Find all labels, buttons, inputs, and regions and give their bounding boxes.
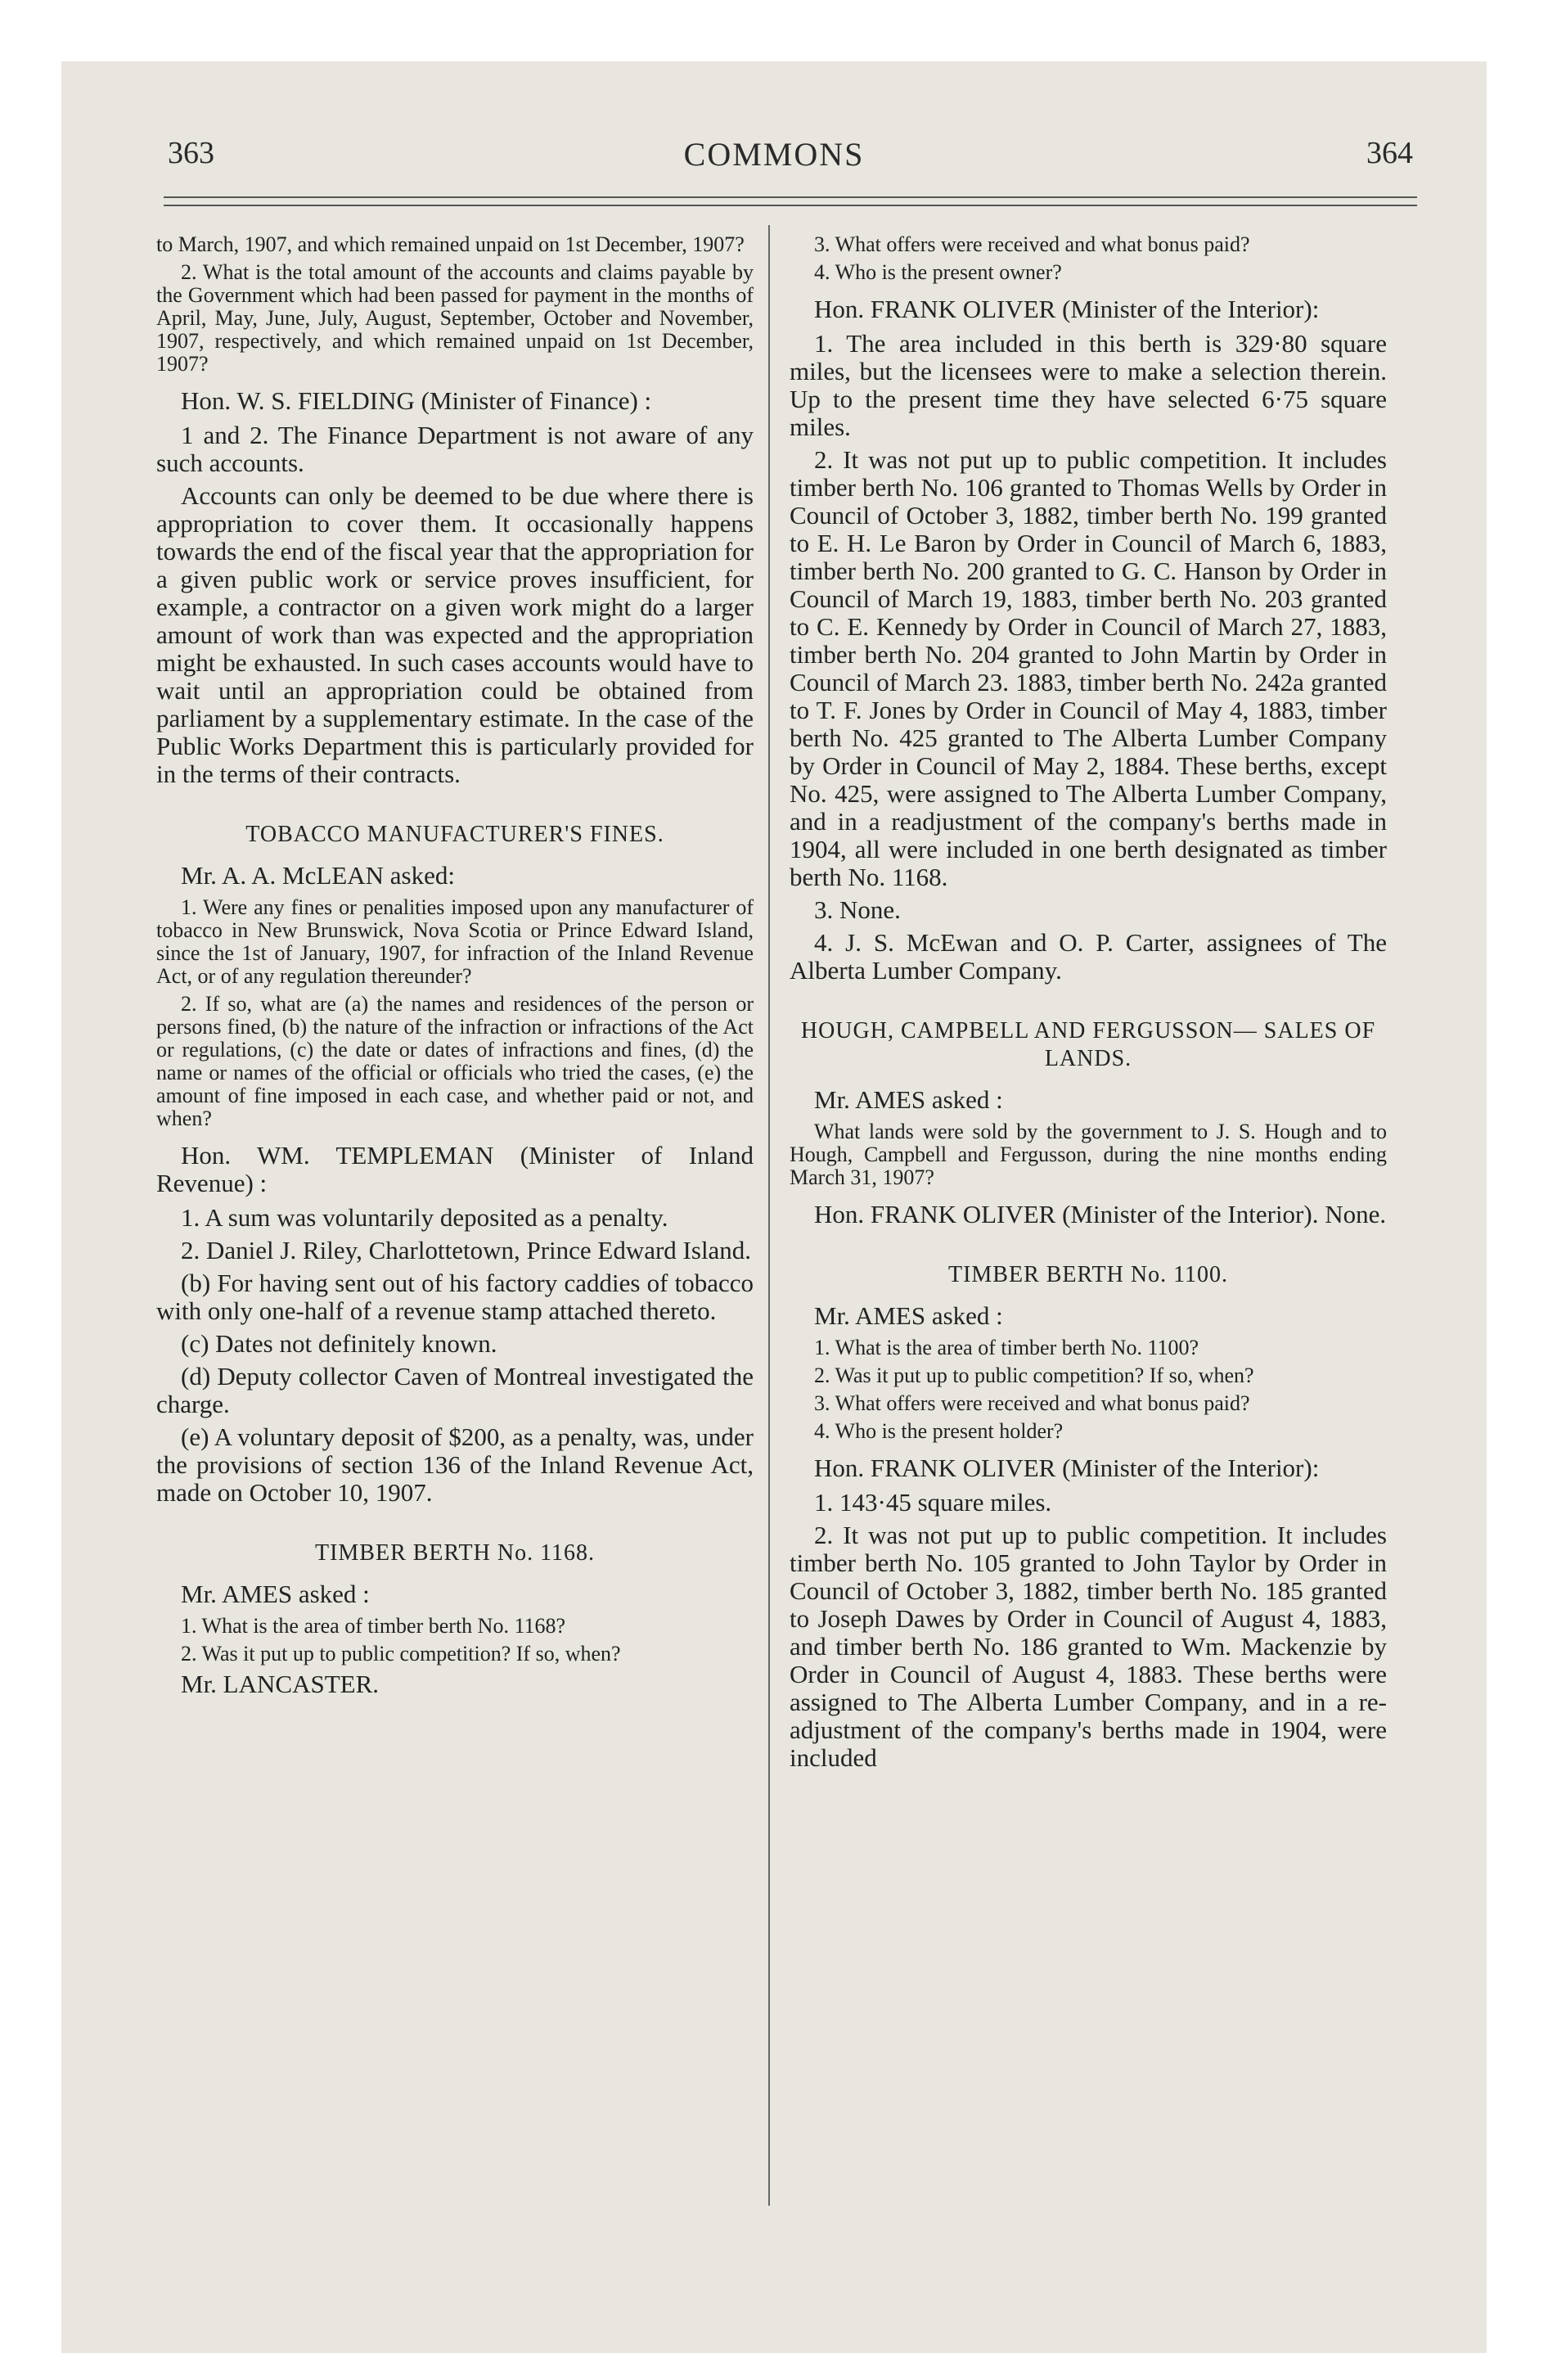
page-header	[61, 135, 1487, 192]
question-paragraph: 3. What offers were received and what bonus paid?	[814, 1391, 1250, 1415]
question-paragraph: 1. Were any fines or penalities imposed upon any manufacturer of tobacco in New Brunswick, Nova Scotia or Prince Edward Island, since the 1st of January, 1907, for infraction of the Inland Revenue Act, or of any regulation thereunder?	[156, 895, 754, 988]
speaker-line: Hon. FRANK OLIVER (Minister of the Interior). None.	[814, 1200, 1387, 1228]
section-heading: TOBACCO MANUFACTURER'S FINES.	[245, 822, 664, 847]
paragraph: Accounts can only be deemed to be due where there is appropriation to cover them. It occasionally happens towards the end of the fiscal year that the appropriation for a given public work or service proves insufficient, for example, a contractor on a given work might do a larger amount of work than was expected and the appropriation might be exhausted. In such cases accounts would have to wait until an appropriation could be obtained from parliament by a supplementary estimate. In the case of the Public Works Department this is particularly provided for in the terms of their contracts.	[156, 481, 754, 788]
question-paragraph: 1. What is the area of timber berth No. 1168?	[181, 1614, 566, 1638]
paragraph: (e) A voluntary deposit of $200, as a penalty, was, under the provisions of section 136 of the Inland Revenue Act, made on October 10, 1907.	[156, 1422, 754, 1507]
question-paragraph: 3. What offers were received and what bonus paid?	[814, 232, 1250, 256]
paragraph: Mr. LANCASTER.	[181, 1670, 379, 1698]
question-paragraph: 2. Was it put up to public competition? If so, when?	[181, 1642, 621, 1666]
question-paragraph: 2. If so, what are (a) the names and residences of the person or persons fined, (b) the nature of the infraction or infractions of the Act or regulations, (c) the date or dates of infractions and fines, (d) the name or names of the official or officials who tried the cases, (e) the amount of fine imposed in each case, and whether paid or not, and when?	[156, 992, 754, 1130]
paragraph: 2. It was not put up to public competition. It includes timber berth No. 105 granted to John Taylor by Order in Council of October 3, 1882, timber berth No. 185 granted to Joseph Dawes by Order in Council of August 4, 1883, and timber berth No. 186 granted to Wm. Mackenzie by Order in Council of August 4, 1883. These berths were assigned to The Alberta Lumber Company, and in a re-adjustment of the company's berths made in 1904, were included	[790, 1521, 1387, 1772]
speaker-line: Hon. W. S. FIELDING (Minister of Finance) :	[181, 386, 652, 415]
left-column	[156, 233, 754, 1703]
header-rule-bottom	[164, 205, 1417, 206]
document-page	[61, 61, 1487, 2353]
speaker-line: Mr. A. A. McLEAN asked:	[181, 861, 455, 890]
paragraph: 2. Daniel J. Riley, Charlottetown, Prince Edward Island.	[181, 1236, 752, 1264]
paragraph: (d) Deputy collector Caven of Montreal investigated the charge.	[156, 1362, 754, 1418]
paragraph: 1 and 2. The Finance Department is not aware of any such accounts.	[156, 421, 754, 477]
page-number-left: 363	[168, 136, 214, 170]
section-heading: TIMBER BERTH No. 1100.	[947, 1262, 1229, 1287]
page-title: COMMONS	[683, 136, 865, 173]
paragraph: 2. It was not put up to public competition. It includes timber berth No. 106 granted to Thomas Wells by Order in Council of October 3, 1882, timber berth No. 199 granted to E. H. Le Baron by Order in Council of March 6, 1883, timber berth No. 200 granted to G. C. Hanson by Order in Council of March 19, 1883, timber berth No. 203 granted to C. E. Kennedy by Order in Council of March 27, 1883, timber berth No. 204 granted to John Martin by Order in Council of March 23. 1883, timber berth No. 242a granted to T. F. Jones by Order in Council of May 4, 1883, timber berth No. 425 granted to The Alberta Lumber Company by Order in Council of May 2, 1884. These berths, except No. 425, were assigned to The Alberta Lumber Company, and in a readjustment of the company's berths made in 1904, all were included in one berth designated as timber berth No. 1168.	[790, 445, 1387, 891]
paragraph: 1. 143·45 square miles.	[814, 1488, 1052, 1517]
section-heading: TIMBER BERTH No. 1168.	[314, 1540, 596, 1566]
question-paragraph: 4. Who is the present owner?	[814, 260, 1062, 284]
paragraph: 1. The area included in this berth is 329·80 square miles, but the licensees were to make a selection therein. Up to the present time they have selected 6·75 square miles.	[790, 329, 1387, 441]
question-paragraph: 4. Who is the present holder?	[814, 1419, 1064, 1443]
speaker-line: Hon. WM. TEMPLEMAN (Minister of Inland Revenue) :	[156, 1141, 754, 1197]
paragraph: (c) Dates not definitely known.	[181, 1329, 497, 1358]
question-paragraph: 1. What is the area of timber berth No. 1100?	[814, 1336, 1199, 1359]
column-divider	[768, 225, 770, 2206]
question-paragraph: 2. Was it put up to public competition? If so, when?	[814, 1364, 1254, 1387]
paragraph: (b) For having sent out of his factory caddies of tobacco with only one-half of a revenue stamp attached thereto.	[156, 1269, 754, 1325]
header-rule-top	[164, 196, 1417, 198]
section-heading: HOUGH, CAMPBELL AND FERGUSSON— SALES OF LANDS.	[800, 1018, 1376, 1071]
question-paragraph: 2. What is the total amount of the accounts and claims payable by the Government which had been passed for payment in the months of April, May, June, July, August, September, October and November, 1907, respectively, and which remained unpaid on 1st December, 1907?	[156, 260, 754, 376]
speaker-line: Mr. AMES asked :	[814, 1085, 1003, 1114]
paragraph: 1. A sum was voluntarily deposited as a penalty.	[181, 1203, 668, 1232]
question-paragraph: to March, 1907, and which remained unpaid on 1st December, 1907?	[156, 232, 745, 256]
speaker-line: Hon. FRANK OLIVER (Minister of the Interior):	[814, 1454, 1320, 1482]
question-paragraph: What lands were sold by the government to J. S. Hough and to Hough, Campbell and Fergusson, during the nine months ending March 31, 1907?	[790, 1120, 1387, 1189]
speaker-line: Mr. AMES asked :	[814, 1301, 1003, 1330]
speaker-line: Hon. FRANK OLIVER (Minister of the Interior):	[814, 295, 1320, 323]
paragraph: 4. J. S. McEwan and O. P. Carter, assignees of The Alberta Lumber Company.	[790, 928, 1387, 985]
right-column	[790, 233, 1387, 1777]
speaker-line: Mr. AMES asked :	[181, 1580, 370, 1608]
page-number-right: 364	[1366, 136, 1413, 170]
paragraph: 3. None.	[814, 895, 901, 924]
